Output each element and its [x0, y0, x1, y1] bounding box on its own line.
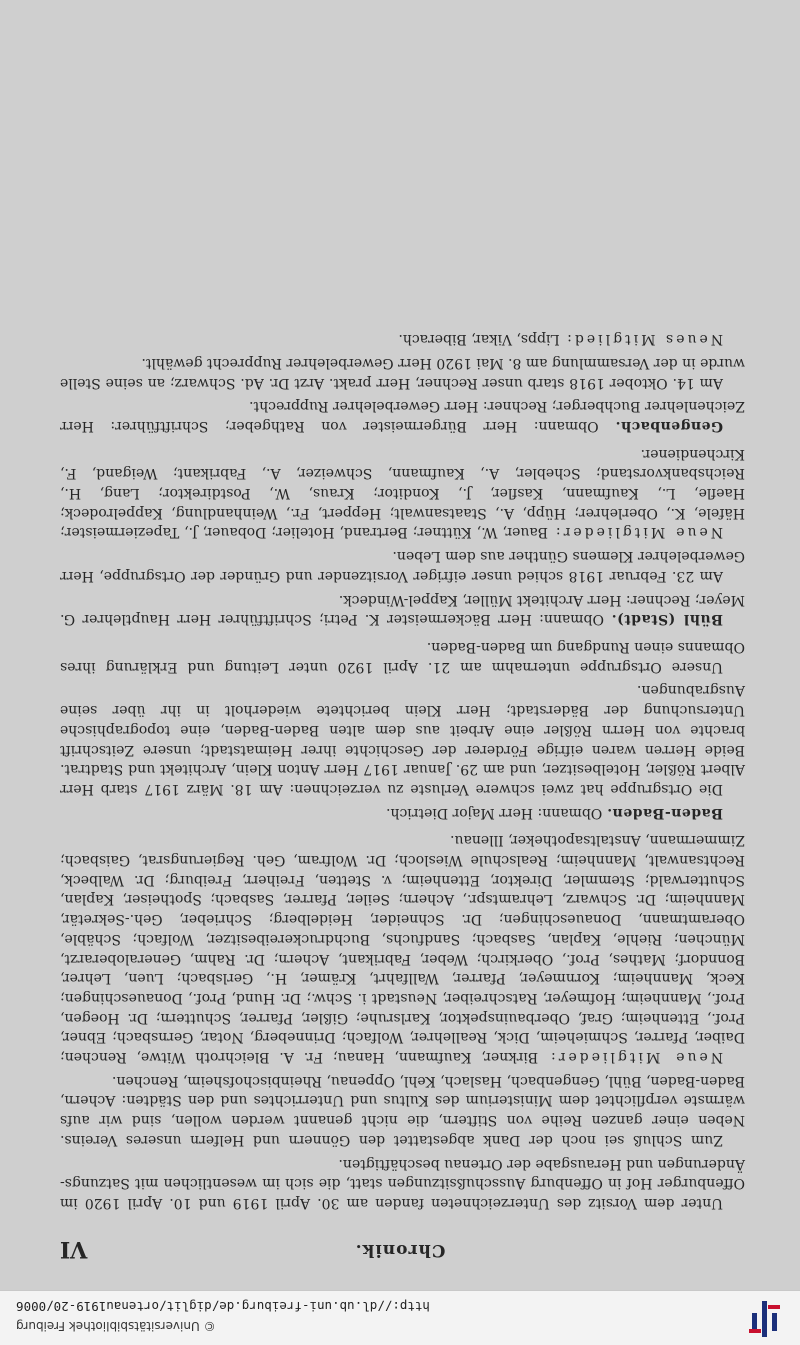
section-label: Bühl (Stadt). — [611, 611, 723, 628]
page-number: VI — [60, 1236, 88, 1262]
paragraph — [60, 443, 745, 542]
body-text — [60, 324, 745, 1212]
section-label: Neue Mitglieder: — [548, 1049, 723, 1066]
paragraph — [60, 830, 745, 1066]
paragraph-text: Am 23. Februar 1918 schied unser eifriger Vorsitzender und Gründer der Ortsgruppe, Herr Gewerbelehrer Klemens Günther aus dem Leben. — [60, 548, 745, 584]
ub-freiburg-logo-icon — [744, 1299, 784, 1339]
section-label: Gengenbach. — [615, 417, 723, 434]
section-label: Baden-Baden. — [606, 804, 723, 821]
paragraph — [60, 546, 745, 585]
paragraph-text: Obmann: Herr Bürgermeister von Rathgeber; Schriftführer: Herr Zeichenlehrer Buchberger; Rechner: Herr Gewerbelehrer Rupprecht. — [59, 398, 745, 434]
paragraph — [60, 636, 745, 675]
copyright-notice: © Universitätsbibliothek Freiburg — [16, 1319, 216, 1333]
paragraph-text: Birkner, Kaufmann, Hanau; Fr. A. Bleichroth Witwe, Renchen; Daiber, Pfarrer, Schmieheim, Dick, Reallehrer, Wolfach; Drinneberg, Notar, Gernsbach; Ebner, Prof., Ettenheim; Graf, Oberbauinspektor, Karlsruhe; Gißler, Pfarrer, Schuttern; Dr. Hoegen, Prof., Mannheim; Hofmeyer, Ratschreiber, Neustadt i. Schw.; Dr. Hund, Prof., Donaueschingen; Keck, Mannheim; Kornmeyer, Pfarrer, Wallfahrt, Krämer, H., Gerlsbach; Luen, Lehrer, Bonndorf; Mathes, Prof., Oberkirch; Weber, Fabrikant, Achern; Dr. Rahm, Generaloberarzt, München; Riehle, Kaplan, Sasbach; Sandfuchs, Buchdruckereibesitzer, Wolfach; Schäble, Oberamtmann, Donaueschingen; Dr. Schneider, Heidelberg; Schrieber, Geh.-Sekretär, Mannheim; Dr. Schwarz, Lehramtspr., Achern; Seiler, Pfarrer, Sasbach; Spotheiser, Kaplan, Schutterwald; Stemmler, Direktor, Ettenheim; v. Stetten, Freiherr, Freiburg; Dr. Walbeck, Rechtsanwalt, Mannheim; Realschule Wiesloch; Dr. Wolfram, Geh. Regierungsrat, Gaisbach; Zimmermann, Anstaltsapotheker, Illenau. — [60, 832, 745, 1066]
paragraph — [60, 589, 745, 628]
paragraph-text: Die Ortsgruppe hat zwei schwere Verluste zu verzeichnen: Am 18. März 1917 starb Herr Albert Rößler, Hotelbesitzer, und am 29. Januar 1917 Herr Anton Klein, Architekt und Stadtrat. Beide Herren waren eifrige Förderer der Geschichte ihrer Heimatstadt; unsere Zeitschrift brachte von Herrn Rößler eine Arbeit aus dem alten Baden-Baden, eine topographische Untersuchung der Bäderstadt; Herr Klein berichtete wiederholt in ihr über seine Ausgrabungen. — [60, 682, 745, 797]
paragraph-text: Bauer, W., Küttner; Bertrand, Hotelier; Dobauer, J., Tapeziermeister; Häfele, K., Oberlehrer; Hüpp, A., Staatsanwalt; Heppert, Fr., Weinhandlung, Kappelrodeck; Haefle, L., Kaufmann, Kasfler, J., Konditor; Kraus, W., Postdirektor; Lang, H., Reichsbankvorstand; Schebler, A., Kaufmann, Schweizer, A., Fabrikant; Weigand, F., Kirchendiener. — [60, 445, 745, 541]
paragraph — [60, 352, 745, 391]
paragraph — [60, 1153, 745, 1212]
paragraph — [60, 680, 745, 798]
paragraph-text: Obmann: Herr Bäckermeister K. Petri; Schriftführer Herr Hauptlehrer G. Meyer; Rechner: Herr Architekt Müller, Kappel-Windeck. — [60, 591, 745, 628]
source-url[interactable]: http://dl.ub.uni-freiburg.de/diglit/ortenau1919-20/0006 — [16, 1299, 430, 1314]
paragraph-text: Zum Schluß sei noch der Dank abgestattet den Gönnern und Helfern unseres Vereins. Neben einer ganzen Reihe von Stiftern, die nicht genannt werden wollen, sind wir aufs wärmste verpflichtet dem Ministerium des Kultus und Unterrichtes und den Städten: Achern, Baden-Baden, Bühl, Gengenbach, Haslach, Kehl, Oppenau, Rheinbischofsheim, Renchen. — [60, 1072, 745, 1148]
footer-bar — [0, 1290, 800, 1345]
section-label: Neues Mitglied: — [564, 331, 723, 348]
paragraph-text: Lipps, Vikar, Biberach. — [398, 331, 560, 348]
section-label: Neue Mitglieder: — [552, 524, 723, 541]
paragraph — [60, 1070, 745, 1149]
paragraph-text: Obmann: Herr Major Dietrich. — [386, 804, 603, 821]
paragraph-text: Am 14. Oktober 1918 starb unser Rechner, Herr prakt. Arzt Dr. Ad. Schwarz; an seine Stelle wurde in der Versammlung am 8. Mai 1920 Herr Gewerbelehrer Rupprecht gewählt. — [60, 354, 745, 391]
page-title: Chronik. — [354, 1240, 446, 1260]
paragraph — [60, 802, 745, 822]
paragraph — [60, 396, 745, 435]
running-head — [0, 1230, 800, 1270]
paragraph-text: Unsere Ortsgruppe unternahm am 21. April 1920 unter Leitung und Erklärung ihres Obmanns einen Rundgang um Baden-Baden. — [60, 639, 745, 675]
paragraph-text: Unter dem Vorsitz des Unterzeichneten fanden am 30. April 1919 und 10. April 1920 im Offenburger Hof in Offenburg Ausschußsitzungen statt, die sich im wesentlichen mit Satzungs-Änderungen und Herausgabe der Ortenau beschäftigten. — [60, 1155, 745, 1211]
paragraph — [60, 328, 745, 348]
